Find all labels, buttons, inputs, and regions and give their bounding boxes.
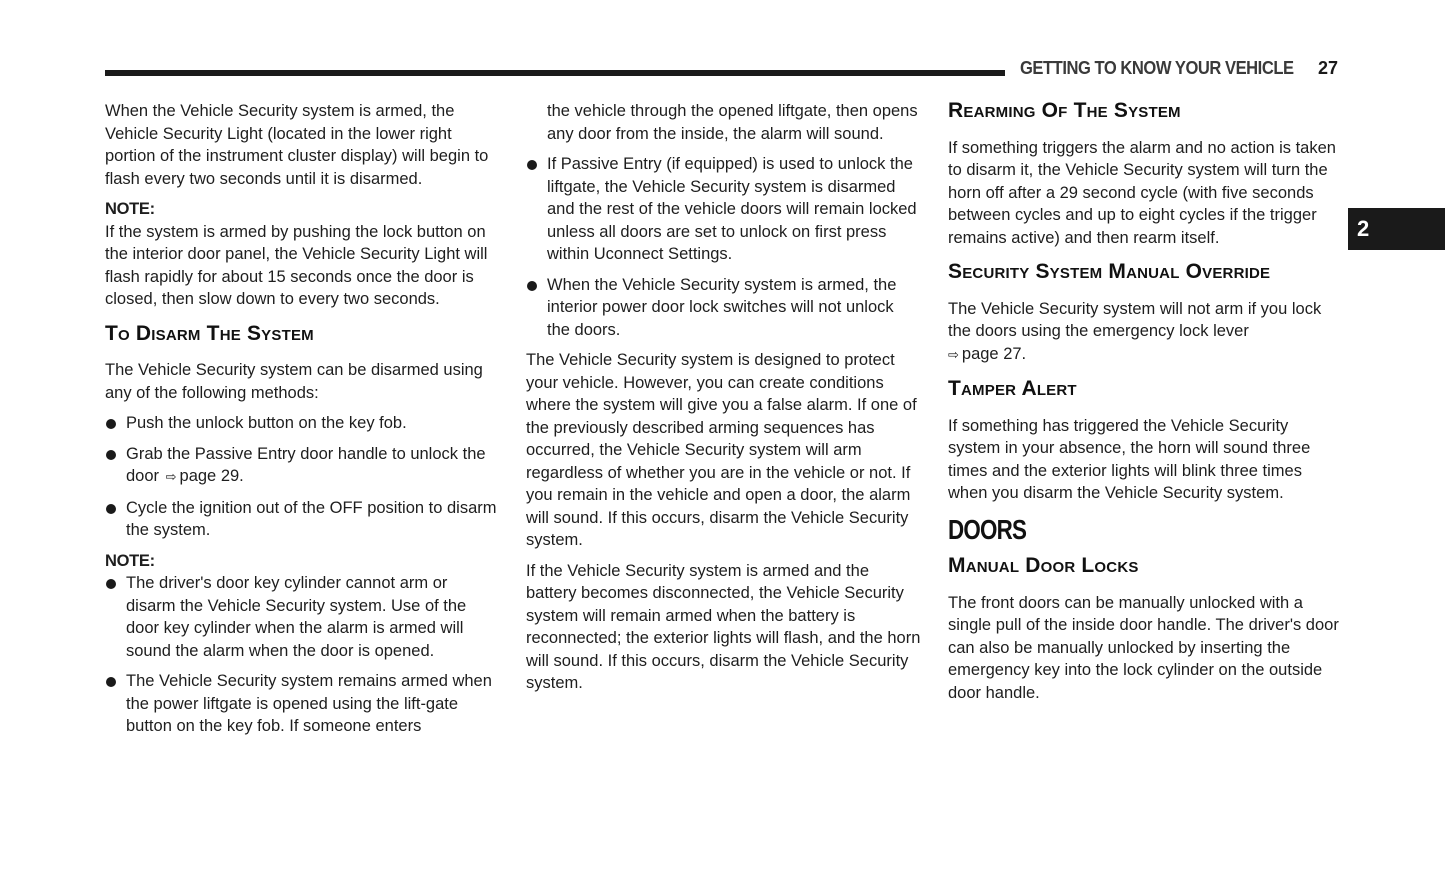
- list-item: [105, 412, 500, 435]
- continuation-text: the vehicle through the opened liftgate, then opens any door from the inside, the alarm will sound.: [547, 102, 918, 143]
- bullet-icon: [106, 677, 116, 687]
- tamper-text: If something has triggered the Vehicle Security system in your absence, the horn will sound three times and the exterior lights will blink three times when you disarm the Vehicle Security system.: [948, 416, 1311, 502]
- page-number: 27: [1318, 58, 1339, 78]
- cross-reference-arrow-icon: ⇨: [948, 346, 959, 362]
- bullet-icon: [106, 419, 116, 429]
- list-item: [105, 572, 500, 662]
- bullet-icon: [527, 160, 537, 170]
- intro-paragraph: When the Vehicle Security system is armed, the Vehicle Security Light (located in the lower right portion of the instrument cluster display) will begin to flash every two seconds until it is disarmed.: [105, 102, 489, 188]
- page-header: [1020, 58, 1350, 82]
- false-alarm-paragraph: The Vehicle Security system is designed to protect your vehicle. However, you can create conditions where the system will give you a false alarm. If one of the previously described arming sequences has occurred, the Vehicle Security system will arm regardless of whether you are in the vehicle or not. If you remain in the vehicle and open a door, the alarm will sound. If this occurs, disarm the Vehicle Security system.: [526, 351, 917, 549]
- tamper-heading: Tamper Alert: [948, 377, 1077, 400]
- column-1: [105, 100, 500, 746]
- chapter-tab-number: 2: [1357, 216, 1370, 241]
- list-item-text: Cycle the ignition out of the OFF position to disarm the system.: [126, 498, 497, 539]
- note-text: If the system is armed by pushing the lock button on the interior door panel, the Vehicle Security Light will flash rapidly for about 15 seconds once the door is closed, then slow down to every two seconds.: [105, 222, 488, 308]
- cross-reference-arrow-icon: ⇨: [165, 469, 177, 484]
- manual-door-locks-text: The front doors can be manually unlocked with a single pull of the inside door handle. The driver's door can also be manually unlocked by inserting the emergency key into the lock cylinder on the outside door handle.: [948, 593, 1339, 702]
- bullet-icon: [106, 450, 116, 460]
- note-list: [105, 572, 500, 738]
- page-29-link[interactable]: page 29.: [179, 467, 244, 485]
- list-item: [526, 274, 921, 342]
- list-item: [105, 497, 500, 542]
- list-item: [105, 670, 500, 738]
- disarm-methods-list: [105, 412, 500, 542]
- bullet-icon: [106, 504, 116, 514]
- battery-paragraph: If the Vehicle Security system is armed and the battery becomes disconnected, the Vehicle Security system will remain armed when the battery is reconnected; the exterior lights will flash, and the horn will sound. If this occurs, disarm the Vehicle Security system.: [526, 561, 921, 692]
- chapter-tab: [1348, 208, 1445, 250]
- override-text: [948, 298, 1343, 367]
- list-item-text: When the Vehicle Security system is armed, the interior power door lock switches will not unlock the doors.: [547, 275, 897, 339]
- manual-door-locks-heading: Manual Door Locks: [948, 554, 1139, 577]
- note-label: NOTE:: [105, 200, 155, 218]
- note-label: NOTE:: [105, 551, 155, 570]
- override-text-body: The Vehicle Security system will not arm if you lock the doors using the emergency lock lever: [948, 299, 1322, 340]
- note-list-continued: [526, 153, 921, 341]
- list-item: [526, 153, 921, 266]
- disarm-heading: To Disarm The System: [105, 321, 314, 345]
- list-item-text: Push the unlock button on the key fob.: [126, 414, 407, 432]
- list-item-text: Grab the Passive Entry door handle to unlock the door: [126, 444, 486, 485]
- column-3: [948, 100, 1343, 712]
- disarm-intro: The Vehicle Security system can be disarmed using any of the following methods:: [105, 361, 483, 402]
- bullet-icon: [106, 579, 116, 589]
- doors-heading: DOORS: [948, 513, 1027, 545]
- header-rule: [105, 70, 1005, 76]
- list-item-text: The driver's door key cylinder cannot arm or disarm the Vehicle Security system. Use of the door key cylinder when the alarm is armed will sound the alarm when the door is opened.: [126, 574, 467, 660]
- rearm-heading: Rearming Of The System: [948, 99, 1181, 122]
- list-item-text: If Passive Entry (if equipped) is used to unlock the liftgate, the Vehicle Security system is disarmed and the rest of the vehicle doors will remain locked unless all doors are set to unlock on first press within Uconnect Settings.: [547, 155, 917, 263]
- override-heading: Security System Manual Override: [948, 260, 1271, 283]
- page-27-link[interactable]: page 27.: [961, 344, 1027, 363]
- rearm-text: If something triggers the alarm and no action is taken to disarm it, the Vehicle Security system will turn the horn off after a 29 second cycle (with five seconds between cycles and up to eight cycles if the trigger remains active) and then rearm itself.: [948, 138, 1336, 247]
- list-item: [105, 443, 500, 489]
- running-head: GETTING TO KNOW YOUR VEHICLE: [1020, 58, 1294, 78]
- bullet-icon: [527, 281, 537, 291]
- column-2: [526, 100, 921, 703]
- list-item-text: The Vehicle Security system remains armed when the power liftgate is opened using the lift-gate button on the key fob. If someone enters: [126, 672, 492, 735]
